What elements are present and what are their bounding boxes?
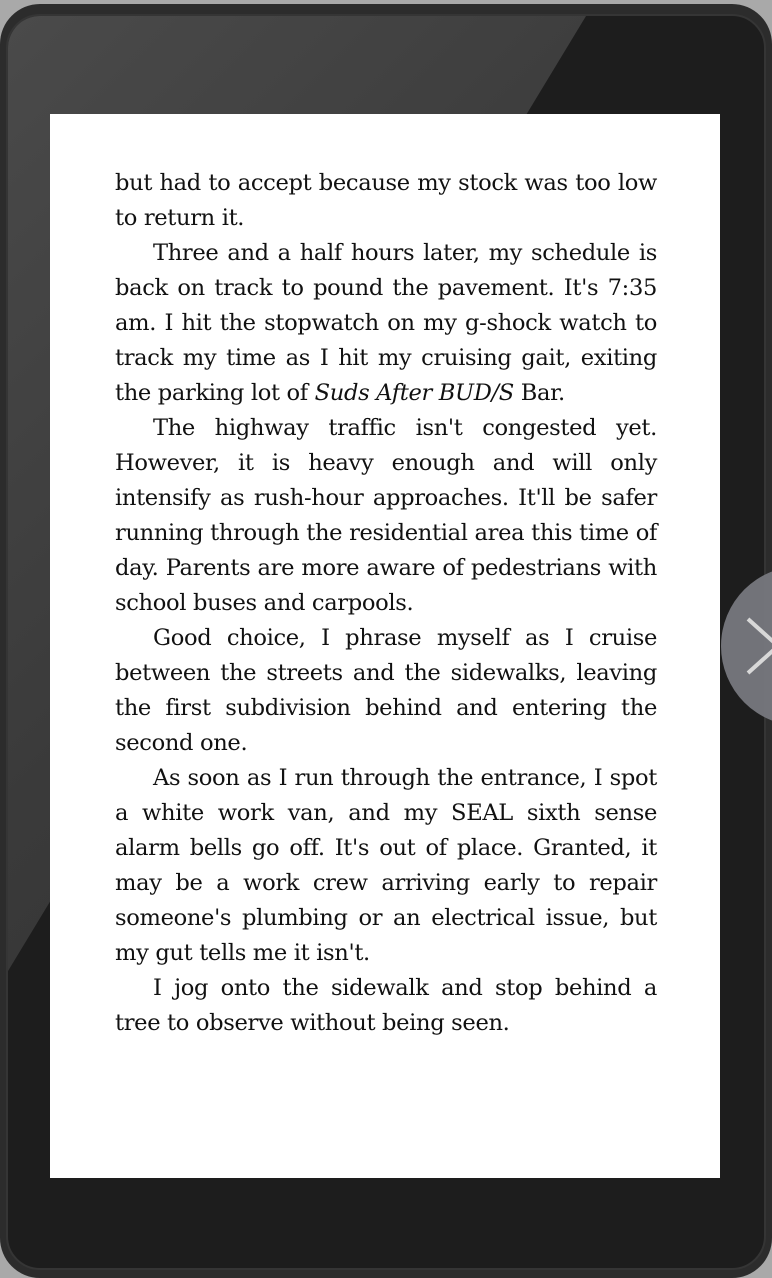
paragraph: Good choice, I phrase myself as I cruise between the streets and the sidewalks, leaving the first subdivision behind and entering the second one. — [115, 625, 657, 756]
paragraph: I jog onto the sidewalk and stop behind a tree to observe without being seen. — [115, 975, 657, 1036]
paragraph: As soon as I run through the entrance, I spot a white work van, and my SEAL sixth sense alarm bells go off. It's out of place. Granted, it may be a work crew arriving early to repair someone's plumbing or an electrical issue, but my gut tells me it isn't. — [115, 765, 657, 966]
paragraph: The highway traffic isn't congested yet. However, it is heavy enough and will only intensify as rush-hour approaches. It'll be safer running through the residential area this time of day. Parents are more aware of pedestrians with school buses and carpools. — [115, 415, 657, 616]
book-text — [115, 166, 657, 1041]
chevron-right-icon — [745, 616, 772, 676]
italic-bar-name: Suds After BUD/S — [314, 380, 514, 406]
reader-page[interactable] — [50, 114, 720, 1178]
paragraph: Three and a half hours later, my schedule is back on track to pound the pavement. It's 7:35 am. I hit the stopwatch on my g-shock watch to track my time as I hit my cruising gait, exiting the parking lot of Suds After BUD/S Bar. — [115, 240, 657, 406]
paragraph: but had to accept because my stock was too low to return it. — [115, 170, 657, 231]
tablet-device-frame — [0, 4, 772, 1278]
